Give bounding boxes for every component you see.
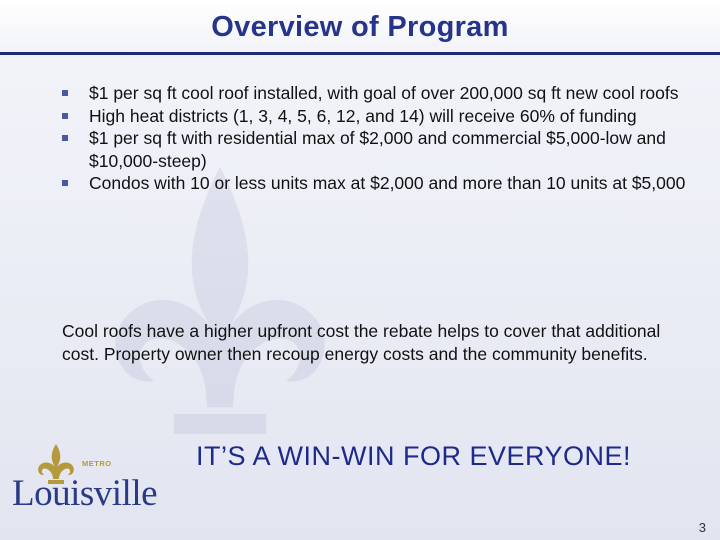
square-bullet-icon	[62, 180, 68, 186]
bullet-text: $1 per sq ft cool roof installed, with goal of over 200,000 sq ft new cool roofs	[89, 83, 679, 103]
bullet-item	[62, 172, 702, 195]
summary-paragraph: Cool roofs have a higher upfront cost the rebate helps to cover that additional cost. Property owner then recoup energy costs and the community benefits.	[62, 321, 661, 364]
slogan: IT’S A WIN-WIN FOR EVERYONE!	[196, 441, 632, 471]
square-bullet-icon	[62, 90, 68, 96]
logo-metro-text: METRO	[82, 459, 112, 468]
title-divider	[0, 52, 720, 55]
page-number: 3	[698, 520, 706, 535]
bullet-list	[62, 82, 702, 195]
slide-title: Overview of Program	[211, 11, 509, 43]
square-bullet-icon	[62, 135, 68, 141]
watermark-fleur-icon	[40, 150, 400, 480]
bullet-item	[62, 127, 702, 172]
square-bullet-icon	[62, 113, 68, 119]
louisville-metro-logo	[8, 442, 168, 518]
bullet-text: Condos with 10 or less units max at $2,000 and more than 10 units at $5,000	[89, 173, 686, 193]
bullet-item	[62, 82, 702, 105]
logo-wordmark: Louisville	[12, 473, 158, 514]
bullet-text: $1 per sq ft with residential max of $2,000 and commercial $5,000-low and $10,000-steep)	[89, 128, 666, 171]
bullet-text: High heat districts (1, 3, 4, 5, 6, 12, and 14) will receive 60% of funding	[89, 105, 637, 126]
bullet-item	[62, 105, 702, 128]
